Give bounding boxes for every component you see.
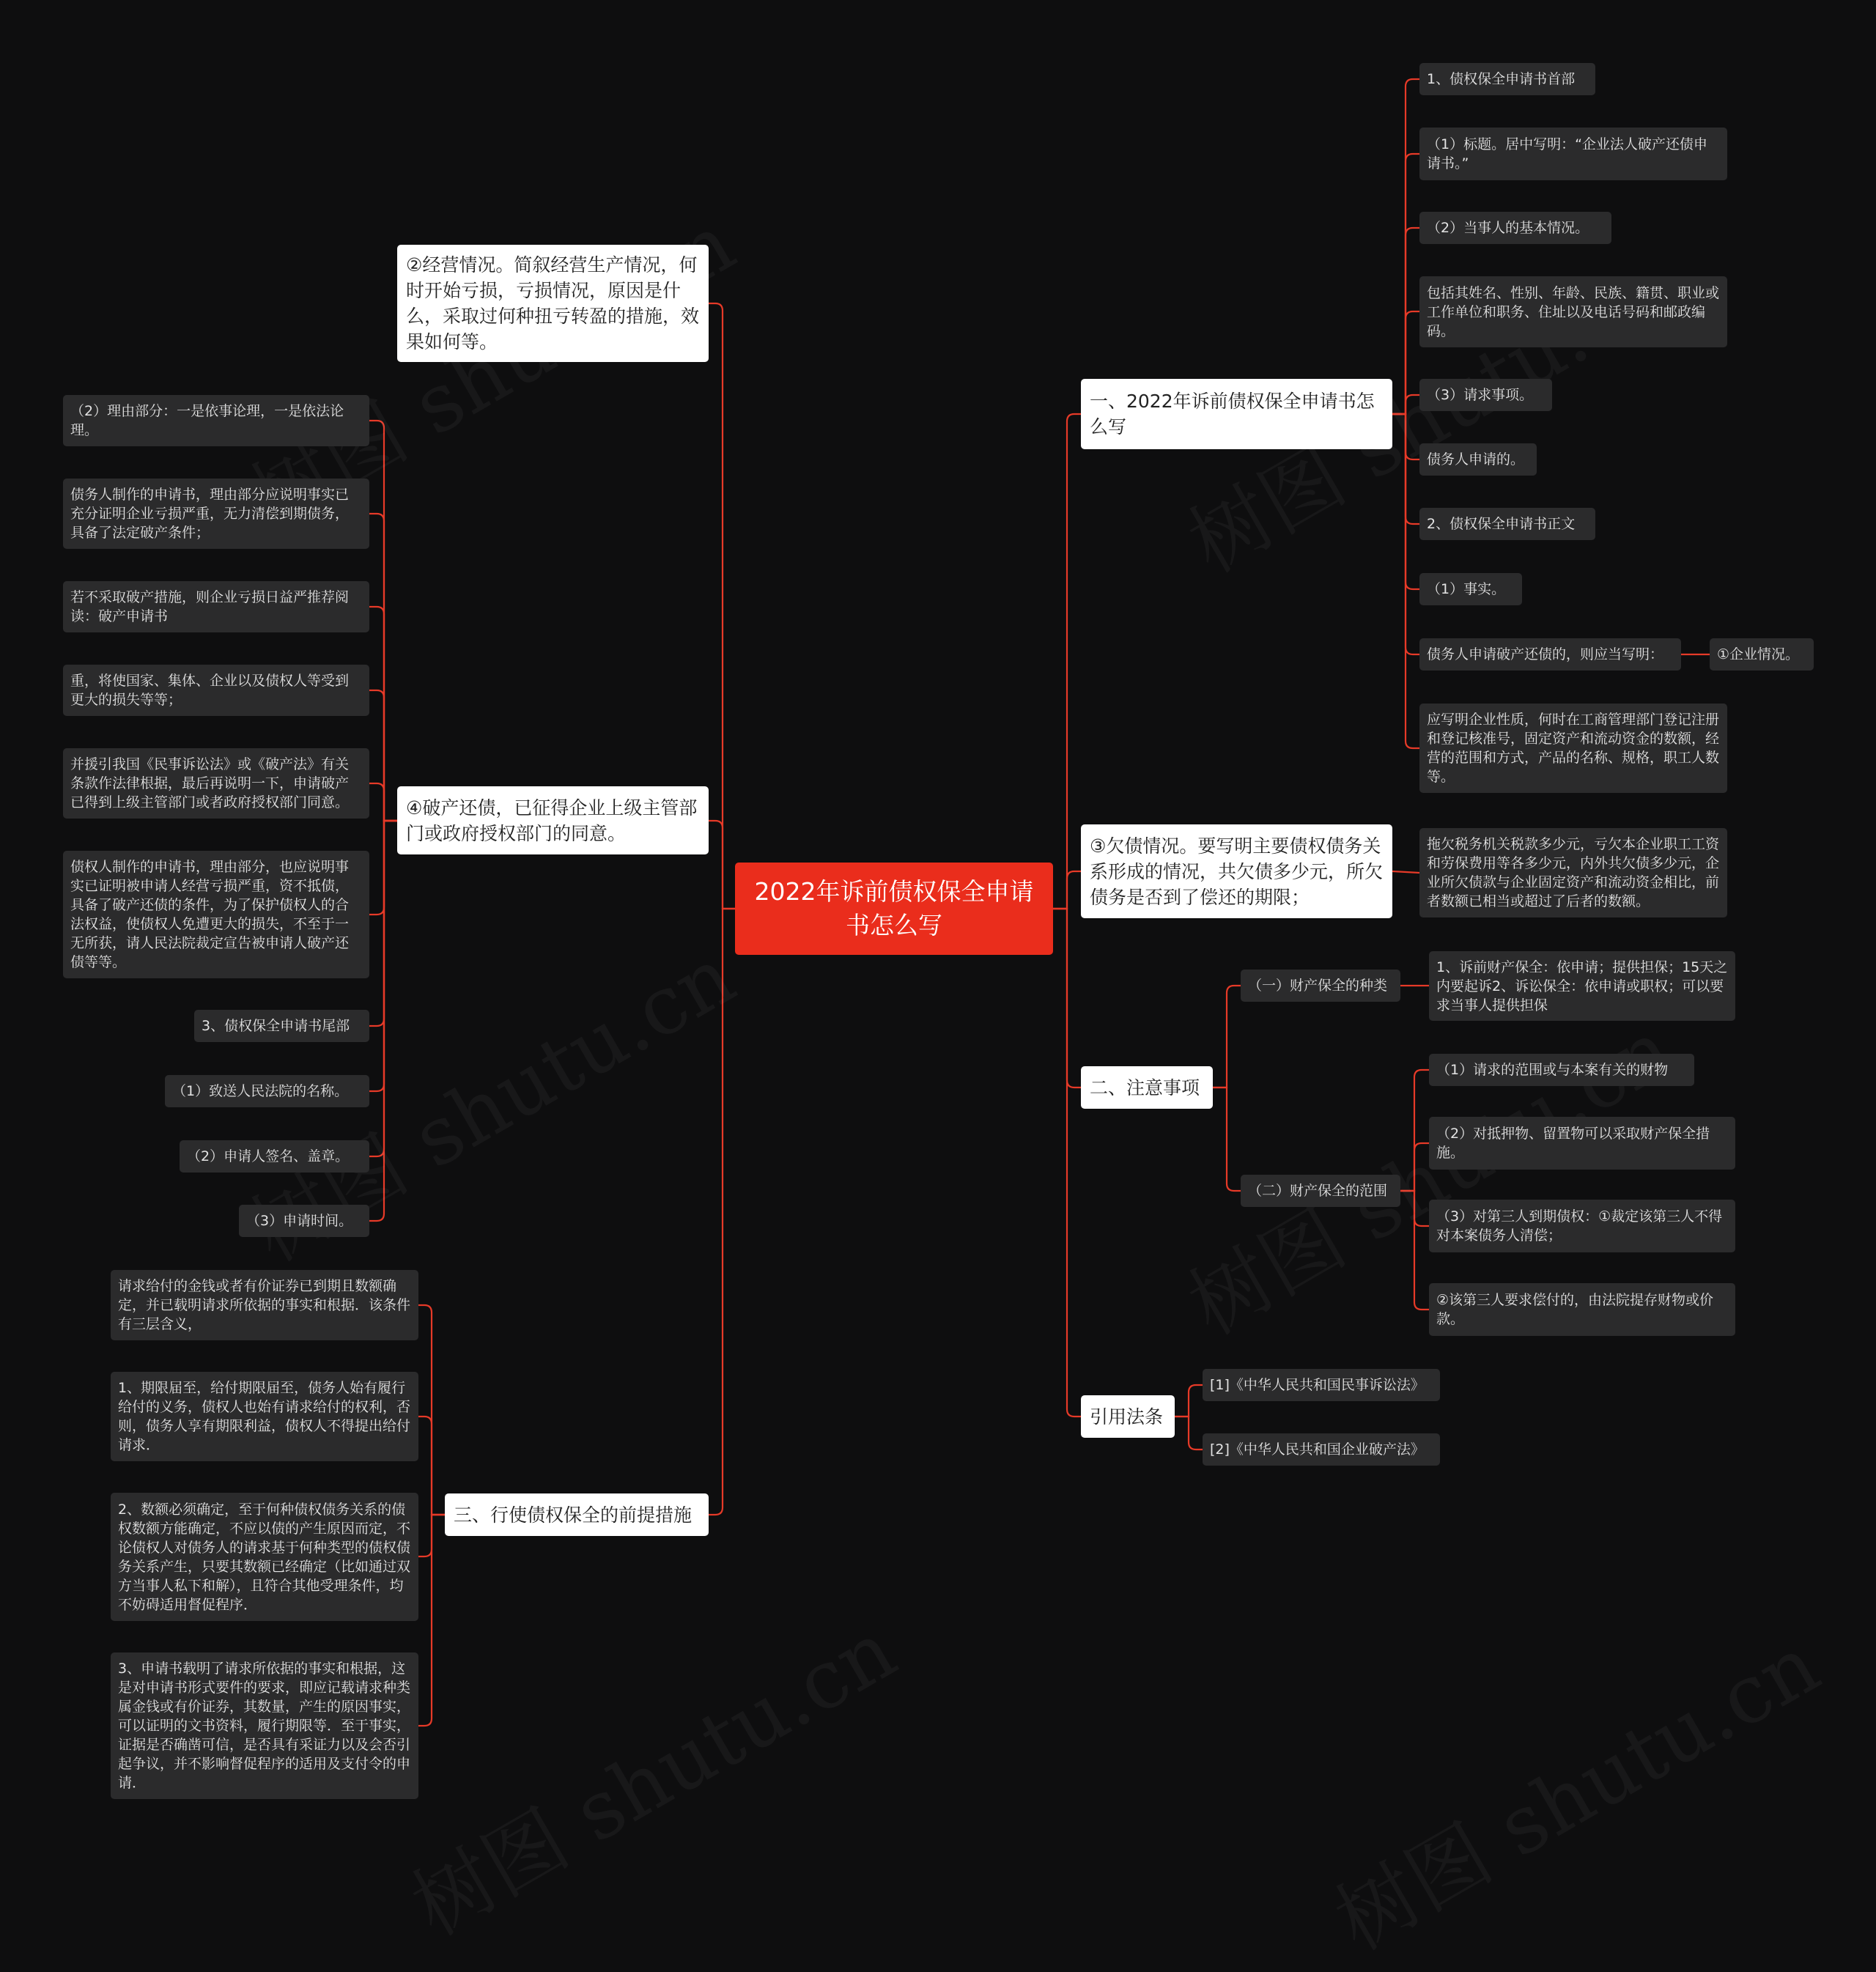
leaf-node[interactable]: 请求给付的金钱或者有价证券已到期且数额确定，并已载明请求所依据的事实和根据．该条件有三层含义， bbox=[111, 1270, 418, 1340]
branch-operation[interactable]: ②经营情况。简叙经营生产情况，何时开始亏损，亏损情况，原因是什么，采取过何种扭亏转盈的措施，效果如何等。 bbox=[397, 245, 709, 362]
leaf-node[interactable]: 2、债权保全申请书正文 bbox=[1419, 508, 1595, 540]
branch-bankruptcy[interactable]: ④破产还债，已征得企业上级主管部门或政府授权部门的同意。 bbox=[397, 786, 709, 854]
citation-link[interactable]: [1]《中华人民共和国民事诉讼法》 bbox=[1203, 1369, 1440, 1401]
connector-line bbox=[709, 821, 735, 909]
leaf-node[interactable]: 1、诉前财产保全：依申请；提供担保；15天之内要起诉2、诉讼保全：依申请或职权；可以要求当事人提供担保 bbox=[1429, 951, 1735, 1021]
leaf-node[interactable]: （2）申请人签名、盖章。 bbox=[180, 1140, 369, 1173]
connector-line bbox=[1175, 1385, 1203, 1417]
branch-how-to-write[interactable]: 一、2022年诉前债权保全申请书怎么写 bbox=[1081, 379, 1392, 449]
leaf-node[interactable]: （2）当事人的基本情况。 bbox=[1419, 212, 1611, 244]
leaf-node[interactable]: （1）标题。居中写明：“企业法人破产还债申请书。” bbox=[1419, 128, 1727, 180]
leaf-node[interactable]: （2）对抵押物、留置物可以采取财产保全措施。 bbox=[1429, 1117, 1735, 1170]
connector-line bbox=[369, 821, 397, 1221]
leaf-node[interactable]: 若不采取破产措施，则企业亏损日益严推荐阅读：破产申请书 bbox=[63, 581, 369, 632]
leaf-node[interactable]: 债权人制作的申请书，理由部分，也应说明事实已证明被申请人经营亏损严重，资不抵债，具备了破产还债的条件，为了保护债权人的合法权益，使债权人免遭更大的损失，不至于一无所获，请人民法院裁定宣告被申请人破产还债等等。 bbox=[63, 851, 369, 978]
leaf-node[interactable]: 3、债权保全申请书尾部 bbox=[194, 1010, 369, 1042]
connector-line bbox=[418, 1417, 445, 1515]
connector-line bbox=[1392, 871, 1419, 873]
root-topic[interactable]: 2022年诉前债权保全申请书怎么写 bbox=[735, 863, 1053, 955]
connector-line bbox=[1213, 1087, 1241, 1191]
connector-line bbox=[418, 1515, 445, 1726]
leaf-node[interactable]: （1）请求的范围或与本案有关的财物 bbox=[1429, 1054, 1694, 1086]
branch-debt-situation[interactable]: ③欠债情况。要写明主要债权债务关系形成的情况，共欠债多少元，所欠债务是否到了偿还的期限； bbox=[1081, 824, 1392, 918]
leaf-node[interactable]: （2）理由部分：一是依事论理，一是依法论理。 bbox=[63, 395, 369, 446]
leaf-node[interactable]: 2、数额必须确定，至于何种债权债务关系的债权数额方能确定，不应以债的产生原因而定，不论债权人对债务人的请求基于何种类型的债权债务关系产生，只要其数额已经确定（比如通过双方当事人私下和解），且符合其他受理条件，均不妨碍适用督促程序． bbox=[111, 1493, 418, 1621]
connector-line bbox=[1053, 871, 1081, 909]
branch-notes[interactable]: 二、注意事项 bbox=[1081, 1066, 1213, 1109]
connector-line bbox=[1392, 414, 1419, 748]
branch-preconditions[interactable]: 三、行使债权保全的前提措施 bbox=[445, 1493, 709, 1536]
group-node-types[interactable]: （一）财产保全的种类 bbox=[1241, 970, 1400, 1002]
connector-line bbox=[369, 783, 397, 821]
group-node-scope[interactable]: （二）财产保全的范围 bbox=[1241, 1175, 1400, 1207]
leaf-node[interactable]: 并援引我国《民事诉讼法》或《破产法》有关条款作法律根据，最后再说明一下，申请破产已得到上级主管部门或者政府授权部门同意。 bbox=[63, 748, 369, 819]
leaf-node[interactable]: （3）对第三人到期债权：①裁定该第三人不得对本案债务人清偿； bbox=[1429, 1200, 1735, 1252]
leaf-node[interactable]: 包括其姓名、性别、年龄、民族、籍贯、职业或工作单位和职务、住址以及电话号码和邮政编码。 bbox=[1419, 276, 1727, 347]
branch-citations[interactable]: 引用法条 bbox=[1081, 1395, 1175, 1438]
leaf-node[interactable]: 重，将使国家、集体、企业以及债权人等受到更大的损失等等； bbox=[63, 665, 369, 716]
leaf-node[interactable]: ②该第三人要求偿付的，由法院提存财物或价款。 bbox=[1429, 1283, 1735, 1336]
leaf-node[interactable]: 1、债权保全申请书首部 bbox=[1419, 63, 1595, 95]
connector-line bbox=[1053, 414, 1081, 909]
citation-link[interactable]: [2]《中华人民共和国企业破产法》 bbox=[1203, 1433, 1440, 1466]
leaf-node[interactable]: 拖欠税务机关税款多少元，亏欠本企业职工工资和劳保费用等各多少元，内外共欠债多少元，企业所欠债款与企业固定资产和流动资金相比，前者数额已相当或超过了后者的数额。 bbox=[1419, 828, 1727, 917]
connector-line bbox=[1392, 395, 1419, 414]
leaf-node[interactable]: 债务人申请破产还债的，则应当写明： bbox=[1419, 638, 1681, 671]
leaf-node[interactable]: （3）申请时间。 bbox=[239, 1205, 369, 1237]
leaf-node[interactable]: 债务人制作的申请书，理由部分应说明事实已充分证明企业亏损严重，无力清偿到期债务，具备了法定破产条件； bbox=[63, 479, 369, 549]
leaf-node[interactable]: ①企业情况。 bbox=[1710, 638, 1814, 671]
connector-line bbox=[709, 303, 735, 909]
connector-line bbox=[1053, 909, 1081, 1417]
leaf-node[interactable]: （3）请求事项。 bbox=[1419, 379, 1552, 411]
leaf-node[interactable]: （1）致送人民法院的名称。 bbox=[165, 1075, 369, 1107]
leaf-node[interactable]: 应写明企业性质，何时在工商管理部门登记注册和登记核准号，固定资产和流动资金的数额，经营的范围和方式，产品的名称、规格，职工人数等。 bbox=[1419, 704, 1727, 793]
leaf-node[interactable]: （1）事实。 bbox=[1419, 573, 1522, 605]
connector-line bbox=[1400, 1191, 1429, 1310]
connector-line bbox=[1400, 1143, 1429, 1191]
leaf-node[interactable]: 债务人申请的。 bbox=[1419, 443, 1537, 476]
leaf-node[interactable]: 1、期限届至，给付期限届至，债务人始有履行给付的义务，债权人也始有请求给付的权利，否则，债务人享有期限利益，债权人不得提出给付请求． bbox=[111, 1372, 418, 1461]
connector-line bbox=[709, 909, 735, 1515]
connector-line bbox=[1175, 1417, 1203, 1450]
connector-line bbox=[1213, 986, 1241, 1087]
leaf-node[interactable]: 3、申请书载明了请求所依据的事实和根据，这是对申请书形式要件的要求，即应记载请求种类属金钱或有价证券，其数量，产生的原因事实，可以证明的文书资料，履行期限等．至于事实，证据是否确凿可信，是否具有采证力以及会否引起争议，并不影响督促程序的适用及支付令的申请． bbox=[111, 1652, 418, 1799]
